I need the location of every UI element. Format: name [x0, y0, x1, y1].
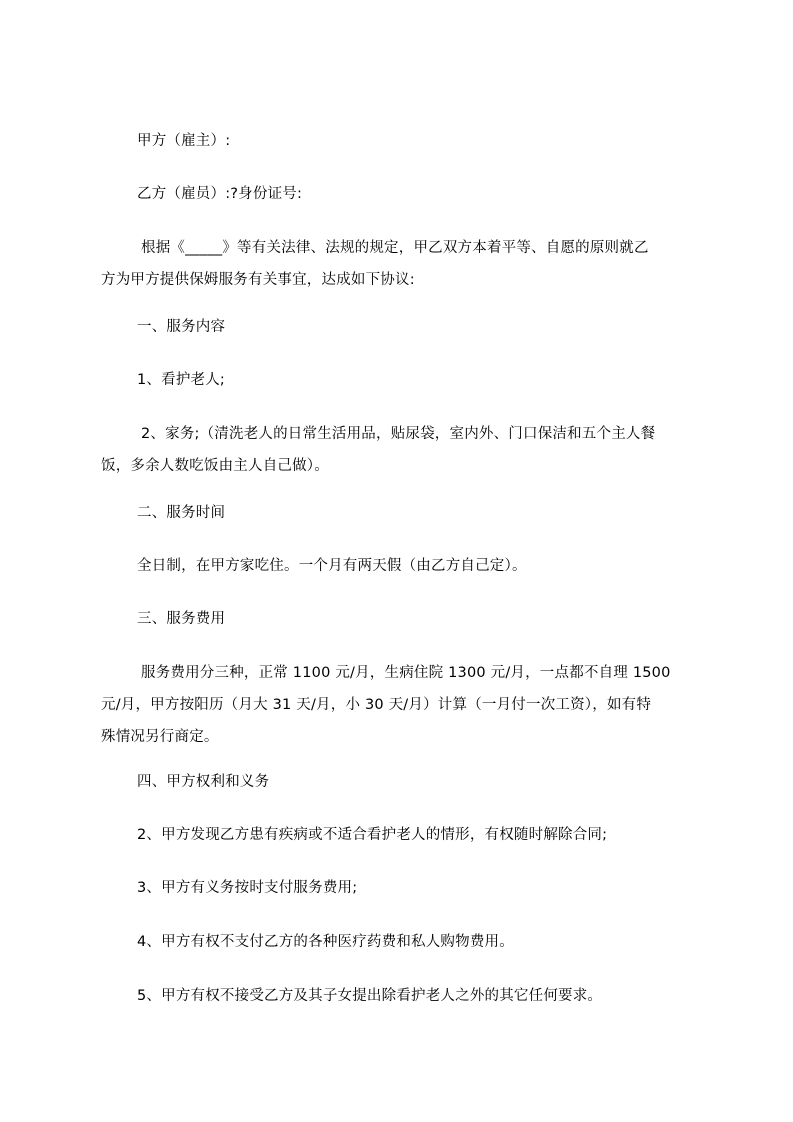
section3-line-3: 殊情况另行商定。: [101, 729, 219, 745]
preamble-line-2: 方为甲方提供保姆服务有关事宜，达成如下协议:: [101, 272, 415, 288]
section3-paragraph: [101, 657, 671, 753]
section4-title: 四、甲方权利和义务: [137, 774, 270, 790]
party-a-line: 甲方（雇主）:: [137, 133, 231, 149]
preamble-line-1: 根据《_____》等有关法律、法规的规定，甲乙双方本着平等、自愿的原则就乙: [141, 240, 649, 256]
section1-item2-line-1: 2、家务;（清洗老人的日常生活用品，贴尿袋，室内外、门口保洁和五个主人餐: [141, 426, 656, 442]
section4-item5: 5、甲方有权不接受乙方及其子女提出除看护老人之外的其它任何要求。: [137, 988, 603, 1004]
party-b-line: 乙方（雇员）:?身份证号:: [137, 186, 303, 202]
section2-text: 全日制，在甲方家吃住。一个月有两天假（由乙方自己定）。: [137, 558, 527, 574]
section4-item4: 4、甲方有权不支付乙方的各种医疗药费和私人购物费用。: [137, 934, 514, 950]
section3-line-1: 服务费用分三种，正常 1100 元/月，生病住院 1300 元/月，一点都不自理 1500: [141, 665, 671, 681]
section2-title: 二、服务时间: [137, 505, 226, 521]
section4-item3: 3、甲方有义务按时支付服务费用;: [137, 880, 358, 896]
section4-item2: 2、甲方发现乙方患有疾病或不适合看护老人的情形，有权随时解除合同;: [137, 827, 608, 843]
section1-item2-paragraph: [101, 418, 656, 482]
section1-item2-line-2: 饭，多余人数吃饭由主人自己做）。: [101, 458, 329, 474]
section1-title: 一、服务内容: [137, 319, 226, 335]
section3-title: 三、服务费用: [137, 611, 226, 627]
section1-item1: 1、看护老人;: [137, 372, 226, 388]
section3-line-2: 元/月，甲方按阳历（月大 31 天/月，小 30 天/月）计算（一月付一次工资），如有特: [101, 697, 652, 713]
preamble-paragraph: [101, 232, 649, 296]
